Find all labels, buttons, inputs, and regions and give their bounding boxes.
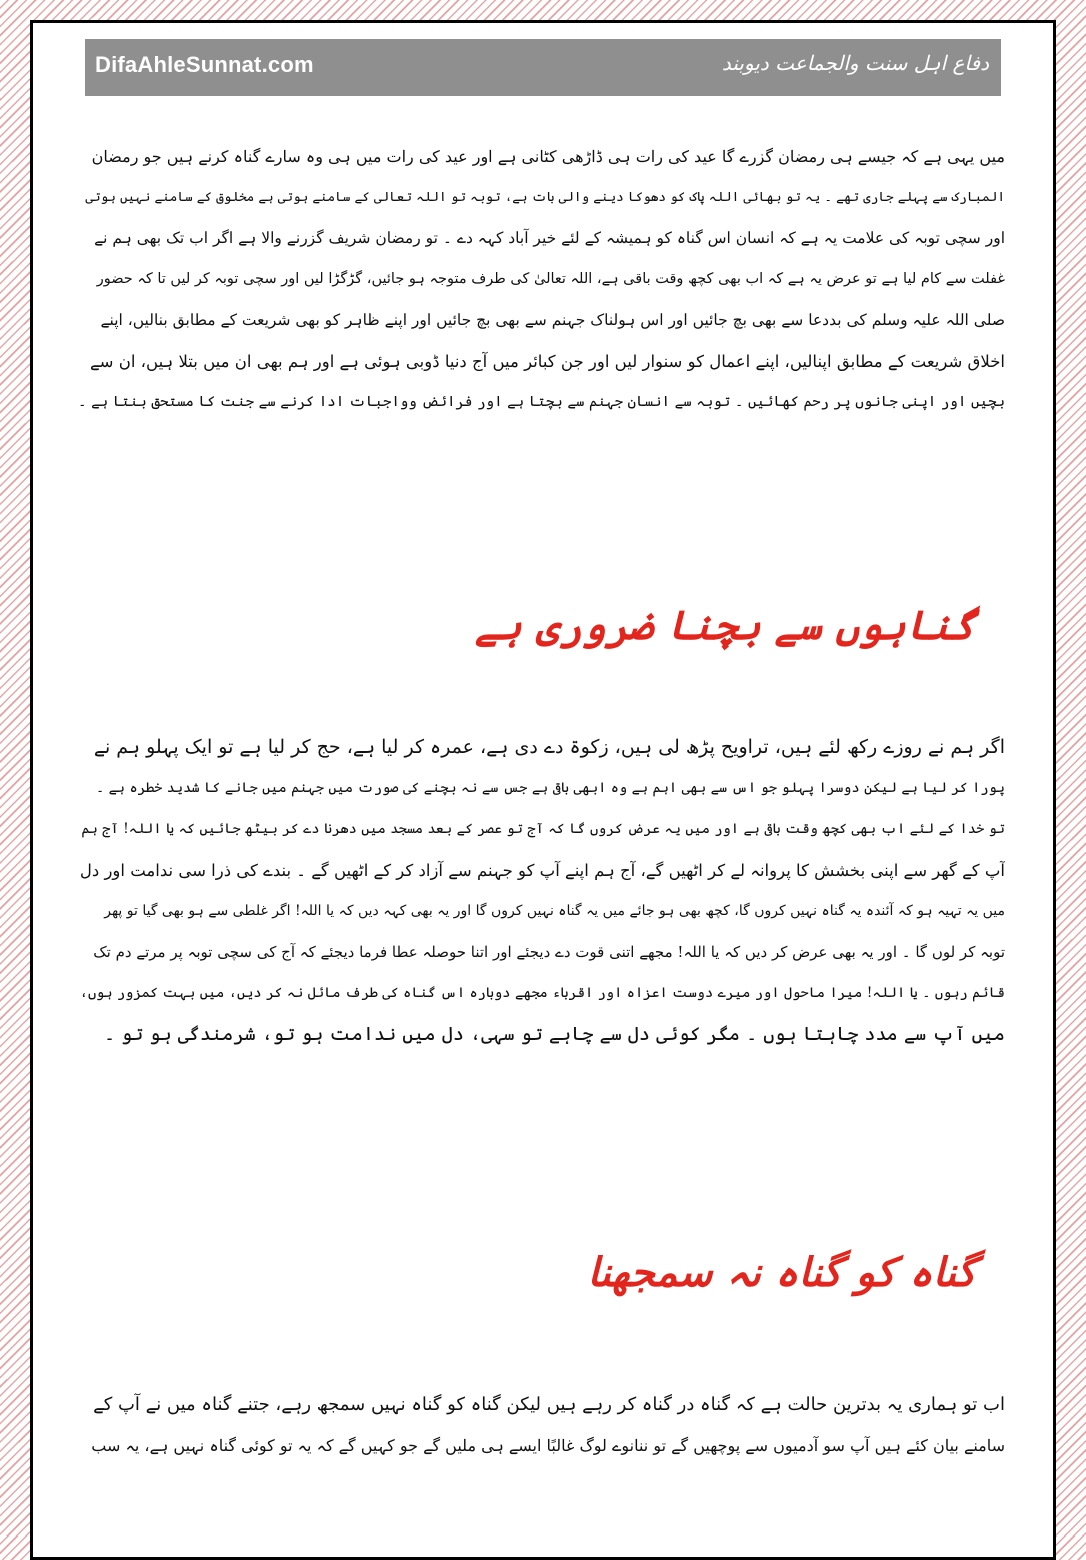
text-line: سامنے بیان کئے ہیں آپ سو آدمیوں سے پوچھیں گے تو ننانوے لوگ غالبًا ایسے ہی ملیں گے جو کہیں گے کہ یہ تو کوئی گناہ نہیں ہے، یہ سب — [91, 1436, 1005, 1455]
text-line: قائم رہوں ۔ یا اللہ! میرا ماحول اور میرے دوست اعزاہ اور اقرباء مجھے دوبارہ اس گناہ کی طرف مائل نہ کر دیں، میں بہت کمزور ہوں، — [79, 985, 1005, 1001]
text-line: المبارک سے پہلے جاری تھے ۔ یہ تو بھائی اللہ پاک کو دھوکا دینے والی بات ہے، توبہ تو اللہ تعالی کے سامنے ہوتی ہے مخلوق کے سامنے نہیں ہوتی — [85, 190, 1005, 205]
section-heading: گناہ کو گناہ نہ سمجھنا — [587, 1249, 976, 1296]
text-line: پورا کر لیا ہے لیکن دوسرا پہلو جو اس سے بھی اہم ہے وہ ابھی باقی ہے جس سے نہ بچنے کی صورت میں جہنم میں جانے کا شدید خطرہ ہے ۔ — [95, 780, 1005, 796]
text-line: اگر ہم نے روزے رکھ لئے ہیں، تراویح پڑھ لی ہیں، زکوۃ دے دی ہے، عمرہ کر لیا ہے، حج کر لیا ہے تو ایک پہلو ہم نے — [93, 736, 1005, 758]
text-line: صلی اللہ علیہ وسلم کی بددعا سے بھی بچ جائیں اور اس ہولناک جہنم سے بھی بچ جائیں اور اپنے ظاہر کو بھی شریعت کے مطابق بنالیں، اپنے — [100, 311, 1005, 329]
text-line: اور سچی توبہ کی علامت یہ ہے کہ انسان اس گناہ کو ہمیشہ کے لئے خیر آباد کہہ دے ۔ تو رمضان شریف گزرنے والا ہے اگر اب تک بھی ہم نے — [94, 229, 1005, 247]
text-line: اب تو ہماری یہ بدترین حالت ہے کہ گناہ در گناہ کر رہے ہیں لیکن گناہ کو گناہ نہیں سمجھ رہے، جتنے گناہ میں نے آپ کے — [93, 1394, 1005, 1415]
text-line: میں آپ سے مدد چاہتا ہوں ۔ مگر کوئی دل سے چاہے تو سہی، دل میں ندامت ہو تو، شرمندگی ہو تو ۔ — [103, 1023, 1005, 1045]
paragraph-1 — [75, 136, 1005, 423]
text-line: آپ کے گھر سے اپنی بخشش کا پروانہ لے کر اٹھیں گے، آج ہم اپنے آپ کو جہنم سے آزاد کر کے اٹھیں گے ۔ بندے کی ذرا سی ندامت اور دل — [79, 861, 1005, 880]
paragraph-3 — [75, 1384, 1005, 1466]
text-line: اخلاق شریعت کے مطابق اپنالیں، اپنے اعمال کو سنوار لیں اور جن کبائر میں آج دنیا ڈوبی ہوئی ہے اور ہم بھی ان میں بتلا ہیں، ان سے — [90, 352, 1005, 371]
header-title: دفاع اہل سنت والجماعت دیوبند — [721, 51, 989, 75]
text-line: بچیں اور اپنی جانوں پر رحم کھائیں ۔ توبہ سے انسان جہنم سے بچتا ہے اور فرائض وواجبات ادا کرنے سے جنت کا مستحق بنتا ہے ۔ — [78, 394, 1005, 410]
site-name[interactable]: DifaAhleSunnat.com — [95, 52, 314, 77]
site-header — [85, 39, 1001, 96]
text-line: میں یہ تہیہ ہو کہ آئندہ یہ گناہ نہیں کروں گا، کچھ بھی ہو جائے میں یہ گناہ نہیں کروں گا اور یہ بھی کہہ دیں کہ یا اللہ! اگر غلطی سے ہو بھی گیا تو پھر — [104, 903, 1005, 919]
text-line: توبہ کر لوں گا ۔ اور یہ بھی عرض کر دیں کہ یا اللہ! مجھے اتنی قوت دے دیجئے اور اتنا حوصلہ عطا فرما دیجئے کہ آج کی سچی توبہ پر مرتے دم تک — [93, 943, 1005, 961]
text-line: تو خدا کے لئے اب بھی کچھ وقت باقی ہے اور میں یہ عرض کروں گا کہ آج تو عصر کے بعد مسجد میں دھرنا دے کر بیٹھ جائیں کہ یا اللہ! آج ہم — [81, 821, 1005, 837]
text-line: غفلت سے کام لیا ہے تو عرض یہ ہے کہ اب بھی کچھ وقت باقی ہے، اللہ تعالیٰ کی طرف متوجہ ہو جائیں، گڑگڑا لیں اور سچی توبہ کر لیں تا کہ حضور — [96, 271, 1005, 287]
text-line: میں یہی ہے کہ جیسے ہی رمضان گزرے گا عید کی رات ہی ڈاڑھی کٹانی ہے اور عید کی رات میں ہی وہ سارے گناہ کرنے ہیں جو رمضان — [91, 147, 1005, 166]
section-heading: گناہوں سے بچنا ضروری ہے — [474, 602, 976, 649]
paragraph-2 — [75, 727, 1005, 1055]
